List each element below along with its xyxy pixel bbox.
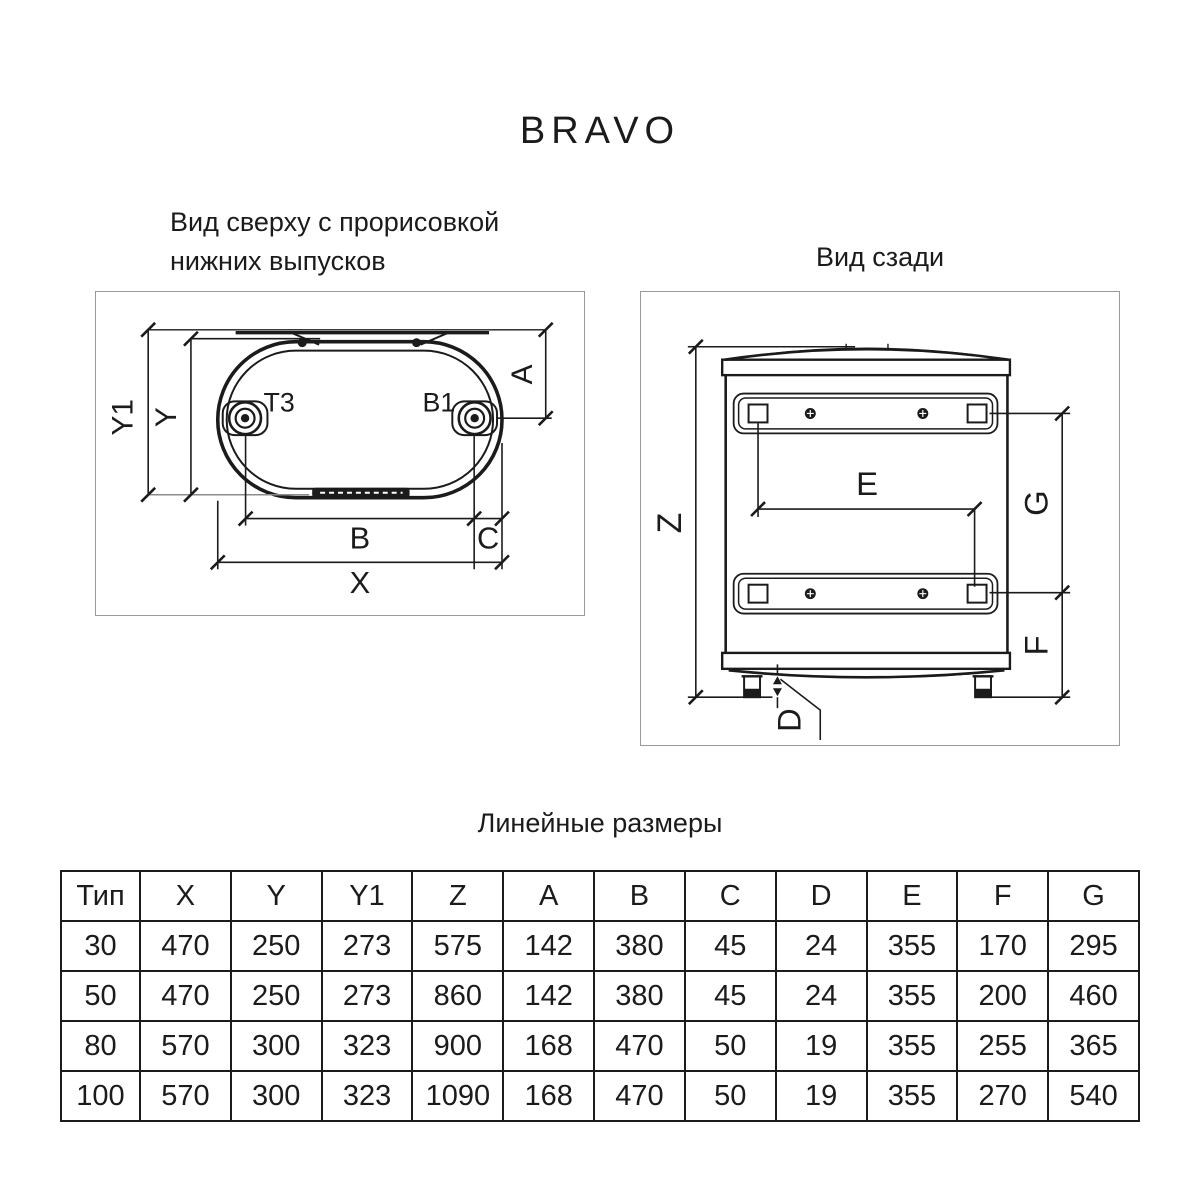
column-header-e: E — [867, 871, 958, 921]
dimension-value-cell: 19 — [776, 1071, 867, 1121]
column-header-c: C — [685, 871, 776, 921]
column-header-b: B — [594, 871, 685, 921]
top-view-title — [170, 203, 499, 281]
dimension-value-cell: 470 — [594, 1021, 685, 1071]
dimension-value-cell: 470 — [140, 921, 231, 971]
column-header-x: X — [140, 871, 231, 921]
dimension-value-cell: 142 — [503, 971, 594, 1021]
dimension-value-cell: 24 — [776, 921, 867, 971]
column-header-g: G — [1048, 871, 1139, 921]
top-view-title-line1: Вид сверху с прорисовкой — [170, 207, 500, 237]
dim-d-label: D — [770, 708, 808, 732]
column-header-a: A — [503, 871, 594, 921]
dim-y1-label: Y1 — [106, 398, 140, 436]
dim-e — [751, 423, 981, 586]
rear-view-drawing — [641, 292, 1119, 745]
column-header-d: D — [776, 871, 867, 921]
port-t3 — [223, 401, 268, 435]
table-header-row — [61, 871, 1139, 921]
top-view-frame — [95, 291, 585, 616]
column-header-type: Тип — [61, 871, 140, 921]
dimension-value-cell: 270 — [957, 1071, 1048, 1121]
dimension-value-cell: 19 — [776, 1021, 867, 1071]
row-type-cell: 80 — [61, 1021, 140, 1071]
mounting-bracket-top — [734, 394, 998, 434]
dimension-value-cell: 355 — [867, 1021, 958, 1071]
dimension-value-cell: 45 — [685, 971, 776, 1021]
dim-c-label: C — [476, 520, 500, 556]
rear-view-frame — [640, 291, 1120, 746]
port-b1-label: B1 — [422, 387, 456, 418]
table-row — [61, 971, 1139, 1021]
column-header-y: Y — [231, 871, 322, 921]
dimension-value-cell: 250 — [231, 921, 322, 971]
column-header-f: F — [957, 871, 1048, 921]
dimension-value-cell: 355 — [867, 921, 958, 971]
dimension-value-cell: 24 — [776, 971, 867, 1021]
dimensions-table — [60, 870, 1140, 1122]
top-view-drawing — [96, 292, 584, 615]
rear-view-pipes — [742, 676, 994, 697]
dimension-value-cell: 470 — [594, 1071, 685, 1121]
dimension-value-cell: 365 — [1048, 1021, 1139, 1071]
dim-z-label: Z — [650, 512, 689, 534]
dimension-value-cell: 860 — [412, 971, 503, 1021]
dimension-value-cell: 168 — [503, 1021, 594, 1071]
port-t3-label: T3 — [263, 387, 295, 418]
dim-y-label: Y — [150, 407, 184, 428]
dimension-value-cell: 323 — [322, 1021, 413, 1071]
page-title: BRAVO — [519, 110, 681, 152]
table-row — [61, 1021, 1139, 1071]
dimension-value-cell: 300 — [231, 1021, 322, 1071]
top-view-title-line2: нижних выпусков — [170, 246, 386, 276]
dimension-value-cell: 255 — [957, 1021, 1048, 1071]
dimension-value-cell: 142 — [503, 921, 594, 971]
dimension-value-cell: 575 — [412, 921, 503, 971]
dimension-value-cell: 200 — [957, 971, 1048, 1021]
dim-x-label: X — [349, 565, 371, 601]
dimension-value-cell: 250 — [231, 971, 322, 1021]
dim-e-label: E — [856, 465, 879, 503]
table-row — [61, 1071, 1139, 1121]
dimension-value-cell: 50 — [685, 1071, 776, 1121]
dimension-value-cell: 355 — [867, 1071, 958, 1121]
column-header-y1: Y1 — [322, 871, 413, 921]
dimension-value-cell: 900 — [412, 1021, 503, 1071]
dimension-value-cell: 168 — [503, 1071, 594, 1121]
dimension-value-cell: 460 — [1048, 971, 1139, 1021]
dimension-value-cell: 45 — [685, 921, 776, 971]
row-type-cell: 50 — [61, 971, 140, 1021]
dim-b-label: B — [349, 520, 371, 556]
dimension-value-cell: 1090 — [412, 1071, 503, 1121]
dimension-value-cell: 273 — [322, 921, 413, 971]
dimension-value-cell: 170 — [957, 921, 1048, 971]
table-title: Линейные размеры — [477, 808, 723, 838]
row-type-cell: 100 — [61, 1071, 140, 1121]
dimension-value-cell: 355 — [867, 971, 958, 1021]
dimension-value-cell: 50 — [685, 1021, 776, 1071]
dimension-value-cell: 273 — [322, 971, 413, 1021]
dimension-value-cell: 380 — [594, 971, 685, 1021]
dim-f-label: F — [1017, 635, 1055, 656]
dimension-value-cell: 300 — [231, 1071, 322, 1121]
dimension-value-cell: 570 — [140, 1021, 231, 1071]
dimension-value-cell: 380 — [594, 921, 685, 971]
dim-y — [184, 332, 320, 502]
dim-g-label: G — [1017, 490, 1055, 516]
dim-a-label: A — [505, 364, 539, 385]
column-header-z: Z — [412, 871, 503, 921]
port-b1 — [452, 401, 497, 435]
mounting-bracket-bottom — [734, 574, 998, 614]
dim-b — [239, 512, 509, 526]
dimension-value-cell: 295 — [1048, 921, 1139, 971]
table-row — [61, 921, 1139, 971]
dimension-value-cell: 570 — [140, 1071, 231, 1121]
row-type-cell: 30 — [61, 921, 140, 971]
dimension-value-cell: 470 — [140, 971, 231, 1021]
dimension-value-cell: 540 — [1048, 1071, 1139, 1121]
rear-view-title: Вид сзади — [815, 242, 945, 272]
dimension-value-cell: 323 — [322, 1071, 413, 1121]
